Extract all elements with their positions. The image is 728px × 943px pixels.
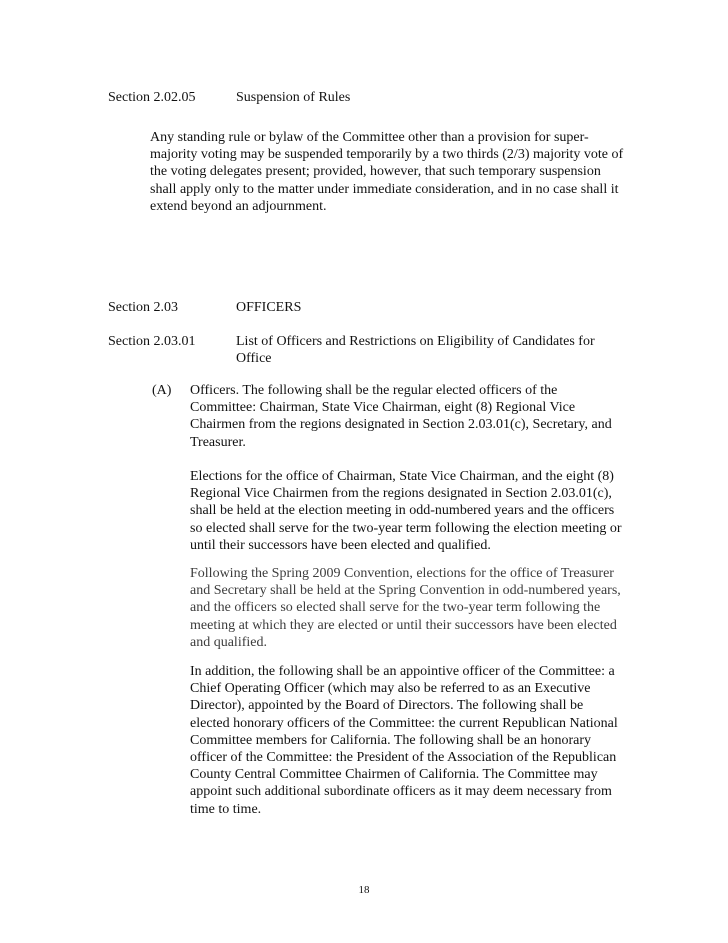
section-number: Section 2.03 [108, 300, 178, 315]
subsection-paragraph-elections: Elections for the office of Chairman, State Vice Chairman, and the eight (8) Regional Vice Chairmen from the regions designated in Section 2.03.01(c), shall be held at the election meeting in odd-numbered years and the officers so elected shall serve for the two-year term following the election meeting or until their successors have been elected and qualified. [190, 469, 622, 553]
section-number: Section 2.03.01 [108, 334, 196, 349]
page-number: 18 [358, 884, 370, 896]
subsection-paragraph-treasurer-secretary: Following the Spring 2009 Convention, elections for the office of Treasurer and Secretary shall be held at the Spring Convention in odd-numbered years, and the officers so elected shall serve for the two-year term following the meeting at which they are elected or until their successors have been elected and qualified. [190, 566, 621, 650]
section-title: OFFICERS [236, 300, 302, 315]
section-title: List of Officers and Restrictions on Eligibility of Candidates for Office [236, 334, 595, 366]
subsection-marker: (A) [152, 383, 172, 398]
subsection-paragraph-officers: Officers. The following shall be the regular elected officers of the Committee: Chairman, State Vice Chairman, eight (8) Regional Vice Chairmen from the regions designated in Section 2.03.01(c), Secretary, and Treasurer. [190, 383, 612, 450]
section-number: Section 2.02.05 [108, 90, 196, 105]
section-2-02-05-body: Any standing rule or bylaw of the Committee other than a provision for super-majority voting may be suspended temporarily by a two thirds (2/3) majority vote of the voting delegates present; provided, however, that such temporary suspension shall apply only to the matter under immediate consideration, and in no case shall it extend beyond an adjournment. [150, 130, 624, 214]
subsection-paragraph-appointive-officers: In addition, the following shall be an appointive officer of the Committee: a Chief Operating Officer (which may also be referred to as an Executive Director), appointed by the Board of Directors. The following shall be elected honorary officers of the Committee: the current Republican National Committee members for California. The following shall be an honorary officer of the Committee: the President of the Association of the Republican County Central Committee Chairmen of California. The Committee may appoint such additional subordinate officers as it may deem necessary from time to time. [190, 664, 618, 817]
section-title: Suspension of Rules [236, 90, 351, 105]
